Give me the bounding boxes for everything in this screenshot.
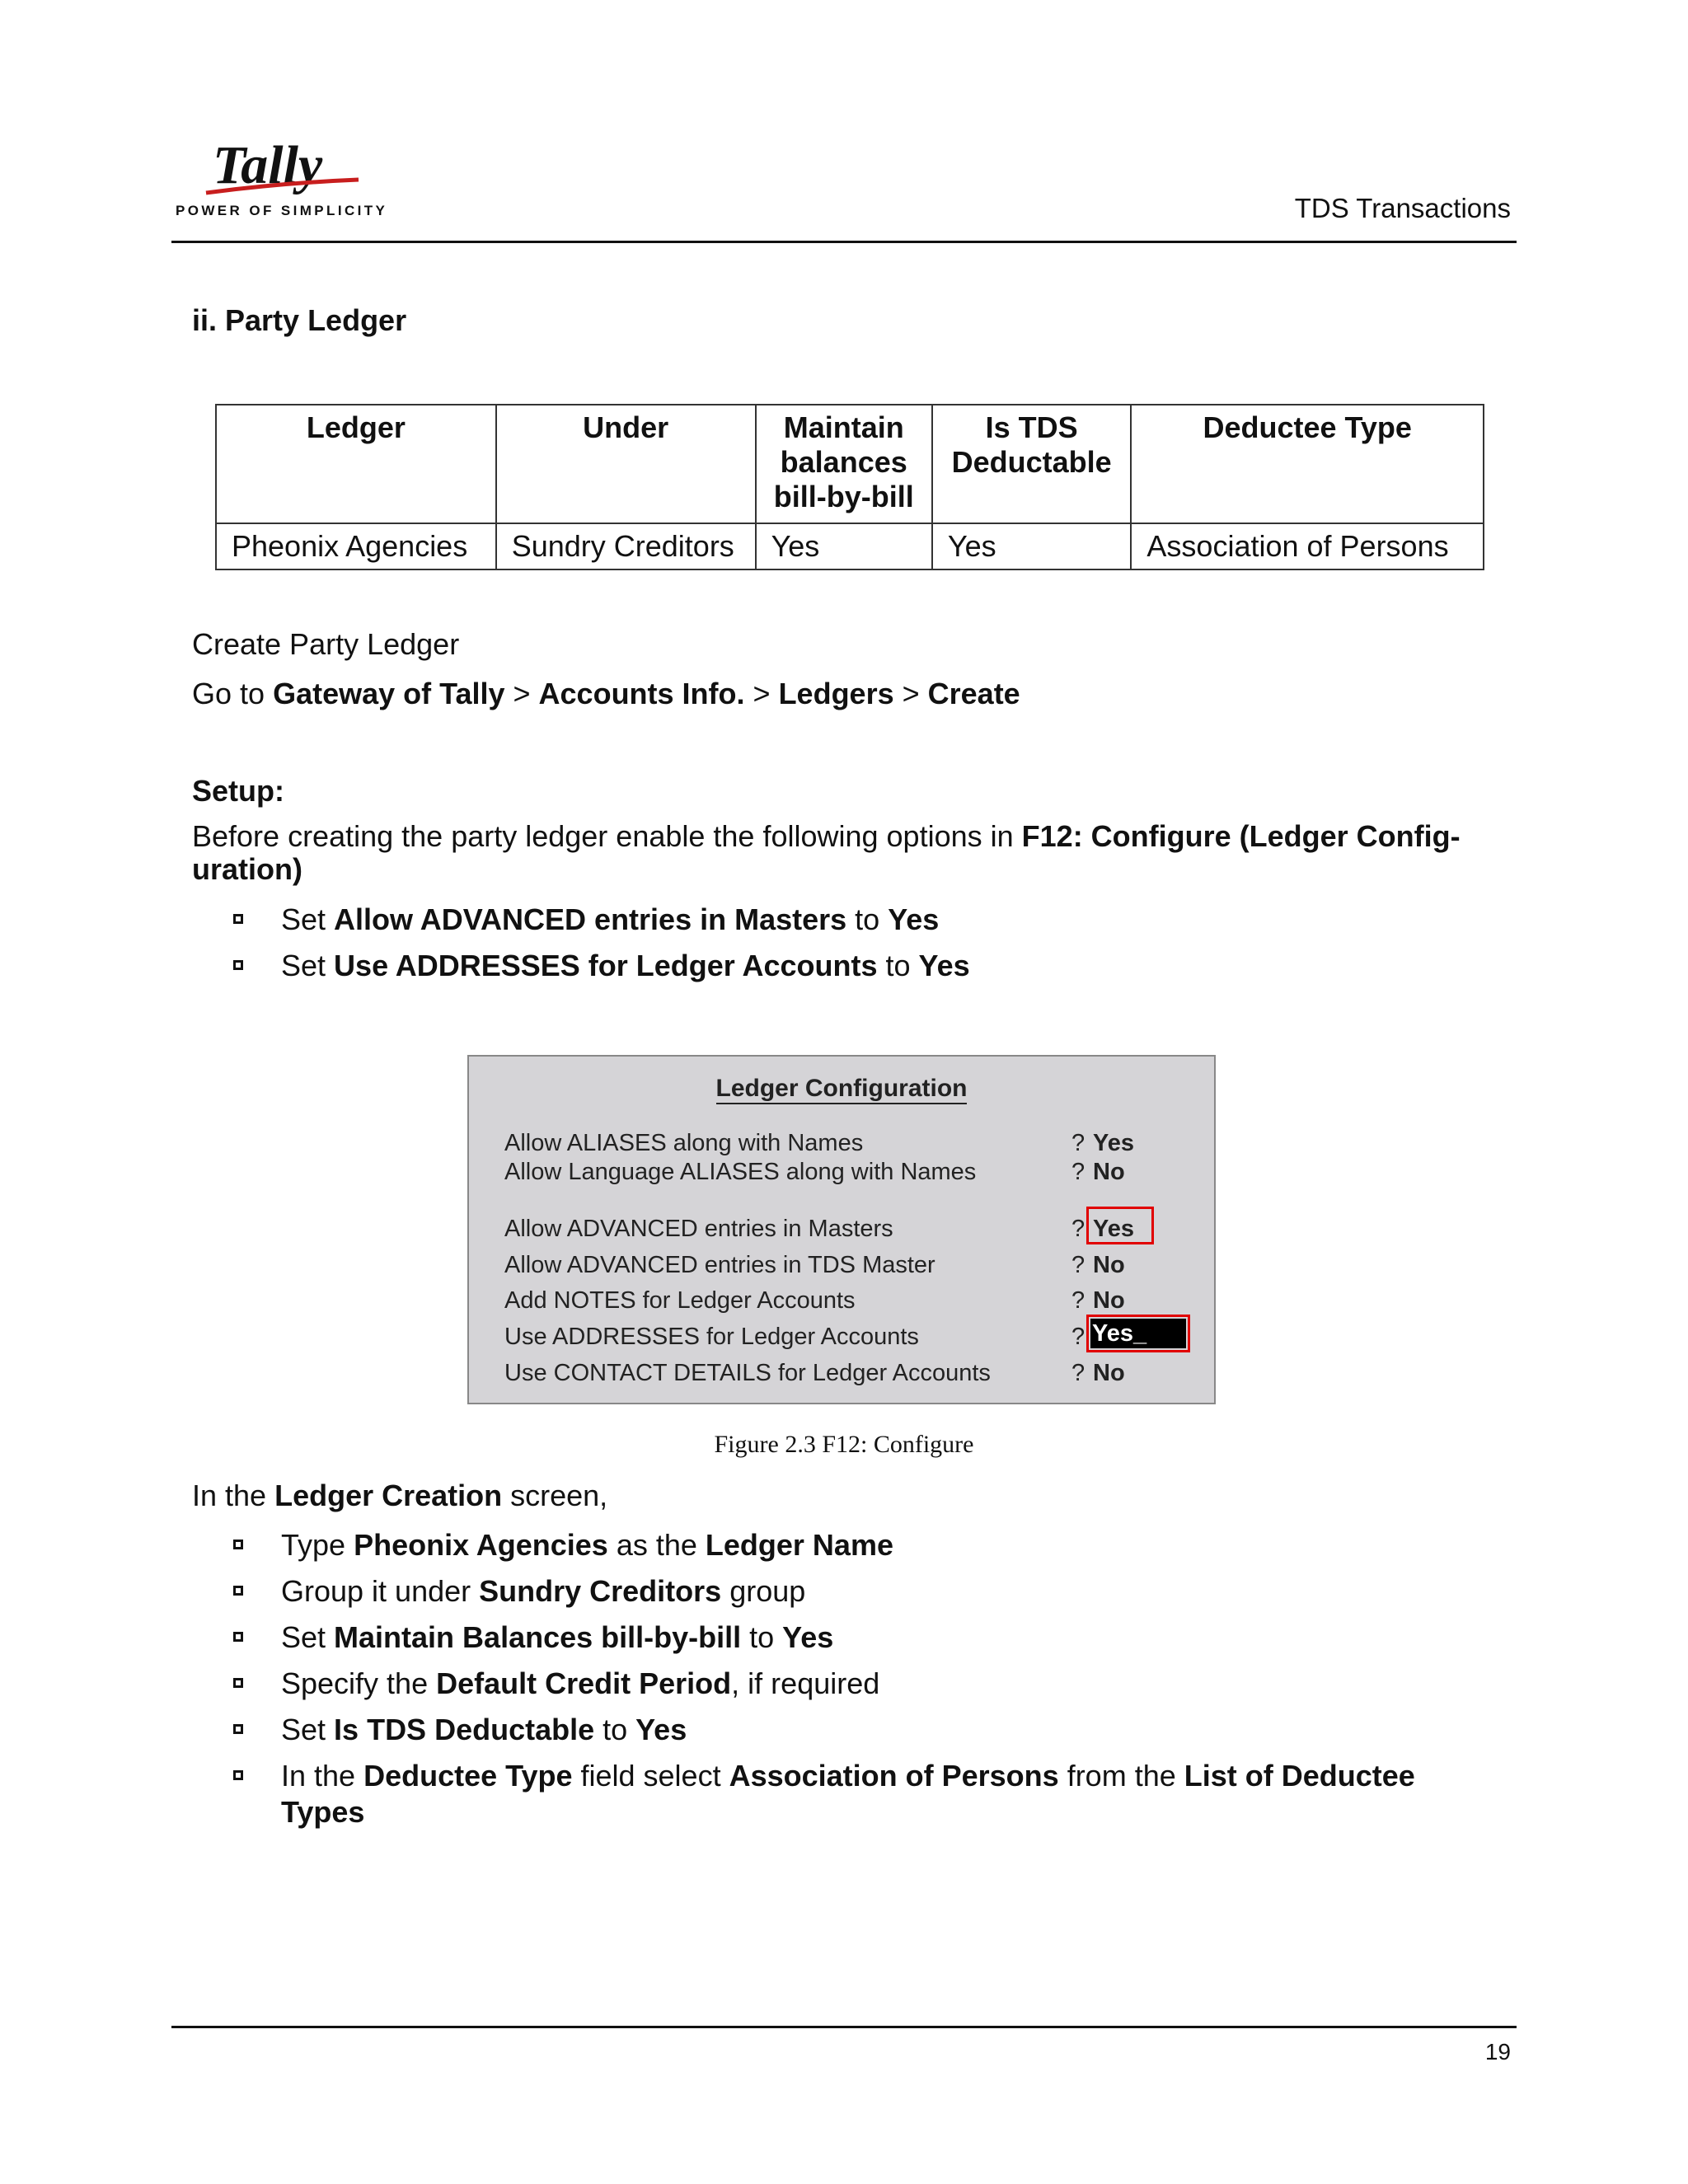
table-row — [216, 523, 1484, 569]
config-row: Allow ALIASES along with Names ? Yes — [504, 1130, 1134, 1156]
create-party-ledger-line: Create Party Ledger — [192, 627, 460, 661]
list-item: Group it under Sundry Creditors group — [192, 1573, 1544, 1610]
highlight-box — [1086, 1207, 1154, 1244]
cell-under: Sundry Creditors — [496, 523, 756, 569]
list-item: Set Allow ADVANCED entries in Masters to Yes — [192, 902, 970, 938]
setup-intro: Before creating the party ledger enable the following options in F12: Configure (Ledger Config- uration) — [192, 819, 1461, 886]
section-title: TDS Transactions — [1294, 193, 1511, 223]
selected-value-field: Yes_ — [1090, 1319, 1186, 1348]
config-row: Allow Language ALIASES along with Names ? No — [504, 1159, 1125, 1185]
footer-divider — [171, 2026, 1517, 2028]
list-item: Set Use ADDRESSES for Ledger Accounts to Yes — [192, 948, 970, 984]
col-header-deductee-type: Deductee Type — [1131, 405, 1484, 523]
col-header-ledger: Ledger — [216, 405, 496, 523]
logo-tagline: POWER OF SIMPLICITY — [176, 203, 387, 218]
list-item: Set Is TDS Deductable to Yes — [192, 1712, 1544, 1748]
square-bullet-icon — [233, 1540, 243, 1549]
setup-bullets — [192, 902, 970, 984]
list-item: Set Maintain Balances bill-by-bill to Yes — [192, 1619, 1544, 1656]
page-number: 19 — [1484, 2039, 1511, 2064]
figure-caption: Figure 2.3 F12: Configure — [714, 1431, 974, 1458]
col-header-maintain: Maintain balances bill-by-bill — [756, 405, 932, 523]
logo-wordmark: Tally — [213, 135, 323, 195]
setup-heading: Setup: — [192, 774, 284, 808]
config-row: Use CONTACT DETAILS for Ledger Accounts ? No — [504, 1360, 1125, 1386]
list-item: Type Pheonix Agencies as the Ledger Name — [192, 1527, 1544, 1563]
tally-logo — [173, 132, 387, 223]
subheading: ii. Party Ledger — [192, 303, 407, 337]
list-item: In the Deductee Type field select Association of Persons from the List of Deductee Types — [192, 1758, 1544, 1830]
config-row: Allow ADVANCED entries in Masters ? Yes — [504, 1216, 1134, 1242]
square-bullet-icon — [233, 1724, 243, 1734]
list-item: Specify the Default Credit Period, if required — [192, 1666, 1544, 1702]
config-title: Ledger Configuration — [469, 1075, 1214, 1103]
square-bullet-icon — [233, 1678, 243, 1688]
config-row: Use ADDRESSES for Ledger Accounts ? — [504, 1324, 1085, 1350]
cell-is-tds: Yes — [932, 523, 1132, 569]
header-divider — [171, 241, 1517, 243]
party-ledger-table — [215, 404, 1484, 570]
square-bullet-icon — [233, 1632, 243, 1642]
square-bullet-icon — [233, 914, 243, 924]
table-header-row — [216, 405, 1484, 523]
cell-ledger: Pheonix Agencies — [216, 523, 496, 569]
square-bullet-icon — [233, 1586, 243, 1596]
creation-bullets — [192, 1527, 1544, 1840]
config-row: Add NOTES for Ledger Accounts ? No — [504, 1287, 1125, 1314]
creation-intro: In the Ledger Creation screen, — [192, 1479, 608, 1512]
col-header-under: Under — [496, 405, 756, 523]
square-bullet-icon — [233, 960, 243, 970]
cell-maintain: Yes — [756, 523, 932, 569]
gateway-path: Go to Gateway of Tally > Accounts Info. > Ledgers > Create — [192, 677, 1020, 710]
highlight-box — [1086, 1315, 1190, 1352]
config-row: Allow ADVANCED entries in TDS Master ? No — [504, 1252, 1125, 1278]
square-bullet-icon — [233, 1770, 243, 1780]
cell-deductee-type: Association of Persons — [1131, 523, 1484, 569]
col-header-is-tds: Is TDS Deductable — [932, 405, 1132, 523]
